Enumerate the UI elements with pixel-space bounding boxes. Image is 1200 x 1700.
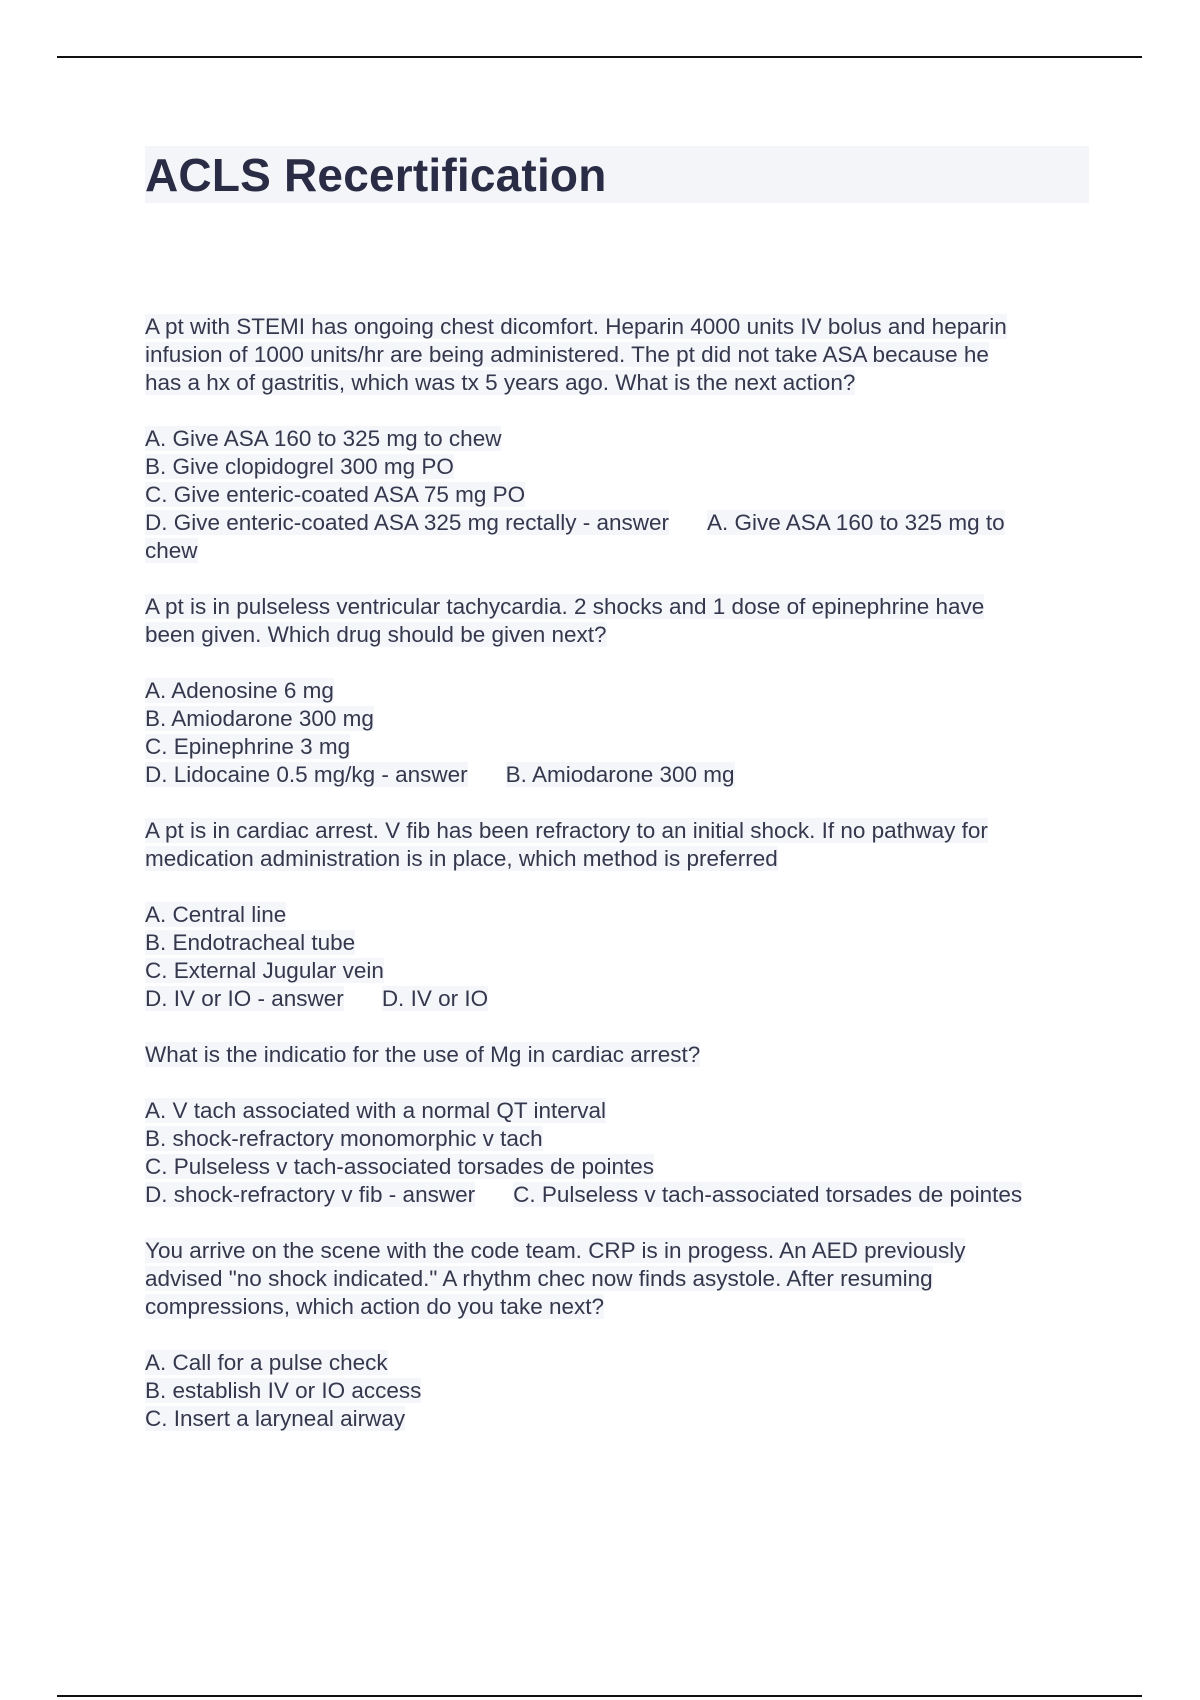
question-stem xyxy=(145,1041,1090,1069)
question-stem xyxy=(145,817,1090,873)
option-c: C. Epinephrine 3 mg xyxy=(145,734,351,759)
answer-options xyxy=(145,677,1090,789)
option-b: B. establish IV or IO access xyxy=(145,1378,422,1403)
answer-options xyxy=(145,1097,1090,1209)
stem-line: A pt with STEMI has ongoing chest dicomfort. Heparin 4000 units IV bolus and heparin xyxy=(145,314,1007,339)
option-c: C. Insert a laryneal airway xyxy=(145,1406,406,1431)
stem-line: What is the indicatio for the use of Mg in cardiac arrest? xyxy=(145,1042,701,1067)
stem-line: compressions, which action do you take next? xyxy=(145,1294,604,1319)
option-b: B. Endotracheal tube xyxy=(145,930,356,955)
question-2 xyxy=(145,593,1090,789)
stem-line: A pt is in cardiac arrest. V fib has been refractory to an initial shock. If no pathway for xyxy=(145,818,988,843)
option-a: A. V tach associated with a normal QT interval xyxy=(145,1098,607,1123)
option-a: A. Adenosine 6 mg xyxy=(145,678,334,703)
option-d: D. IV or IO - answer xyxy=(145,986,344,1011)
option-d: D. Give enteric-coated ASA 325 mg rectally - answer xyxy=(145,510,669,535)
option-b: B. Amiodarone 300 mg xyxy=(145,706,374,731)
option-c: C. Give enteric-coated ASA 75 mg PO xyxy=(145,482,526,507)
stem-line: been given. Which drug should be given next? xyxy=(145,622,607,647)
option-b: B. shock-refractory monomorphic v tach xyxy=(145,1126,543,1151)
stem-line: A pt is in pulseless ventricular tachycardia. 2 shocks and 1 dose of epinephrine have xyxy=(145,594,985,619)
option-a: A. Call for a pulse check xyxy=(145,1350,388,1375)
top-rule xyxy=(57,56,1142,58)
option-a: A. Give ASA 160 to 325 mg to chew xyxy=(145,426,502,451)
stem-line: You arrive on the scene with the code team. CRP is in progess. An AED previously xyxy=(145,1238,966,1263)
question-1 xyxy=(145,313,1090,565)
option-c: C. External Jugular vein xyxy=(145,958,384,983)
correct-answer: C. Pulseless v tach-associated torsades de pointes xyxy=(513,1182,1023,1207)
correct-answer: D. IV or IO xyxy=(381,986,489,1011)
stem-line: advised "no shock indicated." A rhythm chec now finds asystole. After resuming xyxy=(145,1266,933,1291)
stem-line: infusion of 1000 units/hr are being administered. The pt did not take ASA because he xyxy=(145,342,989,367)
option-d: D. Lidocaine 0.5 mg/kg - answer xyxy=(145,762,468,787)
question-5 xyxy=(145,1237,1090,1433)
option-b: B. Give clopidogrel 300 mg PO xyxy=(145,454,454,479)
correct-answer: B. Amiodarone 300 mg xyxy=(505,762,735,787)
option-d: D. shock-refractory v fib - answer xyxy=(145,1182,476,1207)
question-3 xyxy=(145,817,1090,1013)
question-4 xyxy=(145,1041,1090,1209)
question-stem xyxy=(145,1237,1090,1321)
question-stem xyxy=(145,313,1090,397)
answer-options xyxy=(145,425,1090,565)
option-a: A. Central line xyxy=(145,902,287,927)
stem-line: medication administration is in place, which method is preferred xyxy=(145,846,778,871)
bottom-rule xyxy=(57,1695,1142,1697)
question-stem xyxy=(145,593,1090,649)
document-content xyxy=(145,146,1090,1461)
correct-answer: A. Give ASA 160 to 325 mg to xyxy=(706,510,1005,535)
correct-answer-wrap: chew xyxy=(145,538,198,563)
answer-options xyxy=(145,1349,1090,1433)
question-list xyxy=(145,313,1090,1433)
stem-line: has a hx of gastritis, which was tx 5 years ago. What is the next action? xyxy=(145,370,856,395)
title-banner xyxy=(145,146,1089,203)
option-c: C. Pulseless v tach-associated torsades de pointes xyxy=(145,1154,655,1179)
document-title: ACLS Recertification xyxy=(145,148,607,201)
answer-options xyxy=(145,901,1090,1013)
